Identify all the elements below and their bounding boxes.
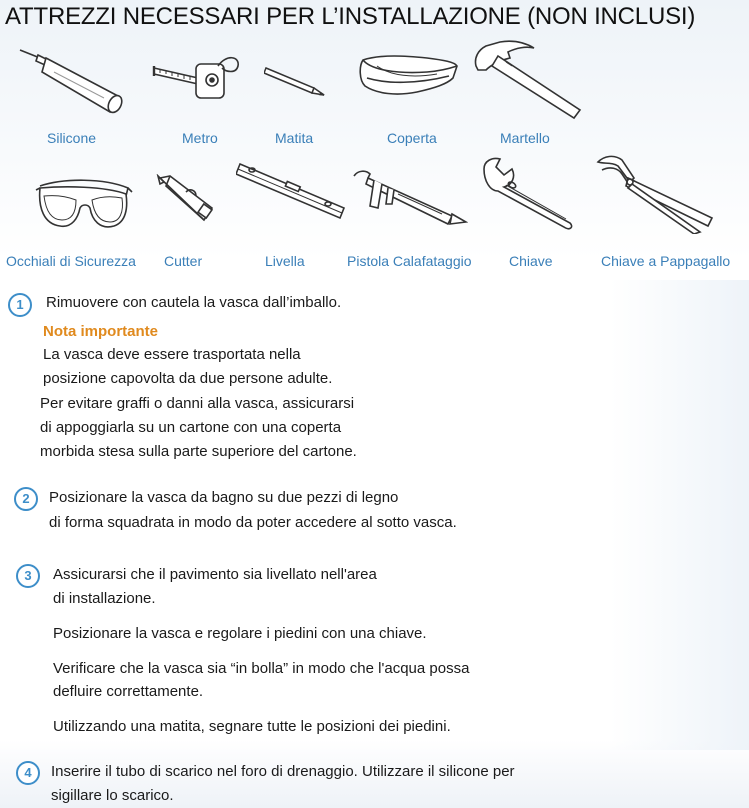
tool-label-silicone: Silicone — [47, 130, 97, 146]
step-3-text: di installazione. — [53, 590, 156, 607]
tool-label-pliers: Chiave a Pappagallo — [601, 253, 731, 269]
step-1-note-line: La vasca deve essere trasportata nella — [43, 346, 301, 363]
hammer-icon — [472, 40, 584, 120]
tool-label-cutter: Cutter — [164, 253, 203, 269]
tool-label-level: Livella — [265, 253, 305, 269]
step-3-text: defluire correttamente. — [53, 683, 204, 700]
safety-glasses-icon — [34, 174, 134, 236]
tool-silicone — [18, 44, 130, 116]
tool-cutter — [156, 174, 218, 224]
step-4-text: sigillare lo scarico. — [51, 787, 174, 804]
tool-label-caulk-gun: Pistola Calafataggio — [347, 253, 472, 269]
step-2-text: di forma squadrata in modo da poter accedere al sotto vasca. — [49, 514, 457, 531]
tape-measure-icon — [150, 52, 242, 104]
tool-tape-measure — [150, 52, 242, 104]
tool-label-tape-measure: Metro — [182, 130, 218, 146]
tool-label-wrench: Chiave — [509, 253, 553, 269]
tool-safety-glasses — [34, 174, 134, 236]
tool-level — [236, 160, 348, 222]
wrench-icon — [482, 155, 582, 231]
tool-wrench — [482, 155, 582, 231]
caulk-gun-icon — [352, 170, 468, 232]
step-1-badge: 1 — [8, 293, 32, 317]
page-title: ATTREZZI NECESSARI PER L’INSTALLAZIONE (NON INCLUSI) — [5, 3, 696, 30]
blanket-icon — [357, 52, 461, 98]
step-1-note-line: morbida stesa sulla parte superiore del cartone. — [40, 443, 357, 460]
pencil-icon — [264, 62, 328, 98]
tool-caulk-gun — [352, 170, 468, 232]
tool-label-safety-glasses: Occhiali di Sicurezza — [6, 253, 136, 269]
step-4-badge: 4 — [16, 761, 40, 785]
tool-label-pencil: Matita — [275, 130, 314, 146]
background-shade — [610, 280, 749, 750]
step-3-text: Utilizzando una matita, segnare tutte le posizioni dei piedini. — [53, 718, 451, 735]
step-3-text: Assicurarsi che il pavimento sia livellato nell'area — [53, 566, 377, 583]
tool-pencil — [264, 62, 328, 98]
step-1-note-line: posizione capovolta da due persone adulte. — [43, 370, 333, 387]
silicone-tube-icon — [18, 44, 130, 116]
step-4-text: Inserire il tubo di scarico nel foro di drenaggio. Utilizzare il silicone per — [51, 763, 515, 780]
step-1-note-line: di appoggiarla su un cartone con una coperta — [40, 419, 342, 436]
step-2-badge: 2 — [14, 487, 38, 511]
step-1-note-line: Per evitare graffi o danni alla vasca, assicurarsi — [40, 395, 355, 412]
step-2-text: Posizionare la vasca da bagno su due pezzi di legno — [49, 489, 399, 506]
level-icon — [236, 160, 348, 222]
tool-label-blanket: Coperta — [387, 130, 437, 146]
tool-pliers — [596, 152, 716, 234]
tool-label-hammer: Martello — [500, 130, 550, 146]
pliers-icon — [596, 152, 716, 234]
step-3-text: Verificare che la vasca sia “in bolla” in modo che l'acqua possa — [53, 660, 470, 677]
step-3-text: Posizionare la vasca e regolare i piedini con una chiave. — [53, 625, 427, 642]
step-3-badge: 3 — [16, 564, 40, 588]
step-1-note-title: Nota importante — [43, 323, 159, 340]
tool-hammer — [472, 40, 584, 120]
tool-blanket — [357, 52, 461, 98]
step-1-text: Rimuovere con cautela la vasca dall’imballo. — [46, 294, 342, 311]
cutter-icon — [156, 174, 218, 224]
